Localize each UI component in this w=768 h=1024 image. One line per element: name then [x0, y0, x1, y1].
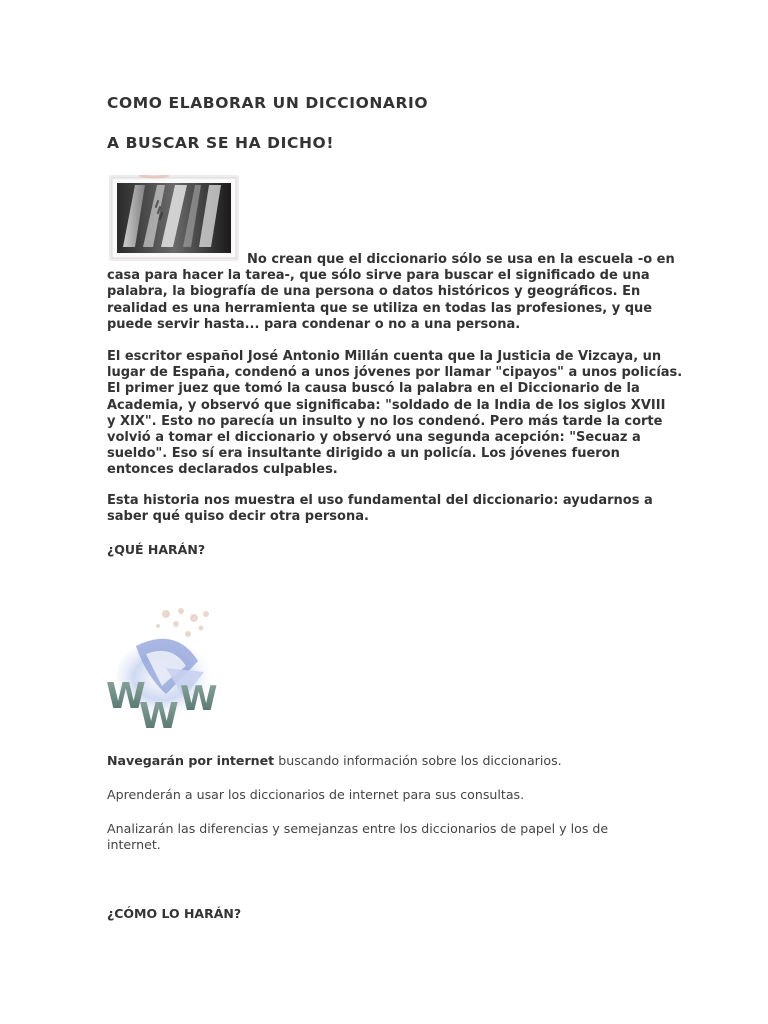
www-globe-icon: [106, 606, 230, 736]
paragraph-line: volvió a tomar el diccionario y observó una segunda acepción: "Secuaz a: [107, 430, 641, 446]
story-paragraph: [107, 349, 683, 479]
paragraph-line: puede servir hasta... para condenar o no a una persona.: [107, 316, 521, 332]
paragraph-line: lugar de España, condenó a unos jóvenes por llamar "cipayos" a unos policías.: [107, 365, 683, 381]
paragraph-line: y XIX". Esto no parecía un insulto y no los condenó. Pero más tarde la corte: [107, 413, 663, 429]
www-letter: W: [180, 679, 218, 719]
paragraph-line: El primer juez que tomó la causa buscó la palabra en el Diccionario de la: [107, 381, 640, 397]
page-subtitle: A BUSCAR SE HA DICHO!: [107, 134, 334, 152]
paragraph-line: entonces declarados culpables.: [107, 462, 338, 478]
paragraph-line: Esta historia nos muestra el uso fundamental del diccionario: ayudarnos a: [107, 493, 653, 508]
question-como-lo-haran: ¿CÓMO LO HARÁN?: [107, 906, 242, 921]
paragraph-line: El escritor español José Antonio Millán cuenta que la Justicia de Vizcaya, un: [107, 349, 662, 364]
paragraph-line: sueldo". Eso sí era insultante dirigido a un policía. Los jóvenes fueron: [107, 446, 620, 462]
paragraph-line: No crean que el diccionario sólo se usa en la escuela -o en: [247, 252, 675, 267]
intro-paragraph: [107, 252, 675, 333]
activity-navegar: [107, 753, 562, 769]
activity-navegar-bold: Navegarán por internet: [107, 753, 275, 768]
paragraph-line: palabra, la biografía de una persona o datos históricos y geográficos. En: [107, 284, 641, 300]
page-title: COMO ELABORAR UN DICCIONARIO: [107, 94, 429, 112]
activity-aprender: Aprenderán a usar los diccionarios de internet para sus consultas.: [107, 787, 525, 802]
paragraph-line: internet.: [107, 837, 161, 852]
paragraph-line: Analizarán las diferencias y semejanzas entre los diccionarios de papel y los de: [107, 821, 609, 836]
www-letter: W: [106, 676, 146, 717]
paragraph-line: saber qué quiso decir otra persona.: [107, 509, 369, 525]
book-pages-photo-icon: [109, 175, 239, 261]
conclusion-paragraph: [107, 493, 667, 525]
activity-navegar-rest: buscando información sobre los diccionarios.: [274, 753, 562, 768]
paragraph-line: casa para hacer la tarea-, que sólo sirve para buscar el significado de una: [107, 268, 650, 284]
paragraph-line: Academia, y observó que significaba: "soldado de la India de los siglos XVIII: [107, 397, 666, 413]
paragraph-line: realidad es una herramienta que se utiliza en todas las profesiones, y que: [107, 300, 653, 316]
activity-analizar: [107, 821, 667, 853]
www-letter: W: [139, 696, 179, 736]
question-que-haran: ¿QUÉ HARÁN?: [107, 542, 206, 557]
